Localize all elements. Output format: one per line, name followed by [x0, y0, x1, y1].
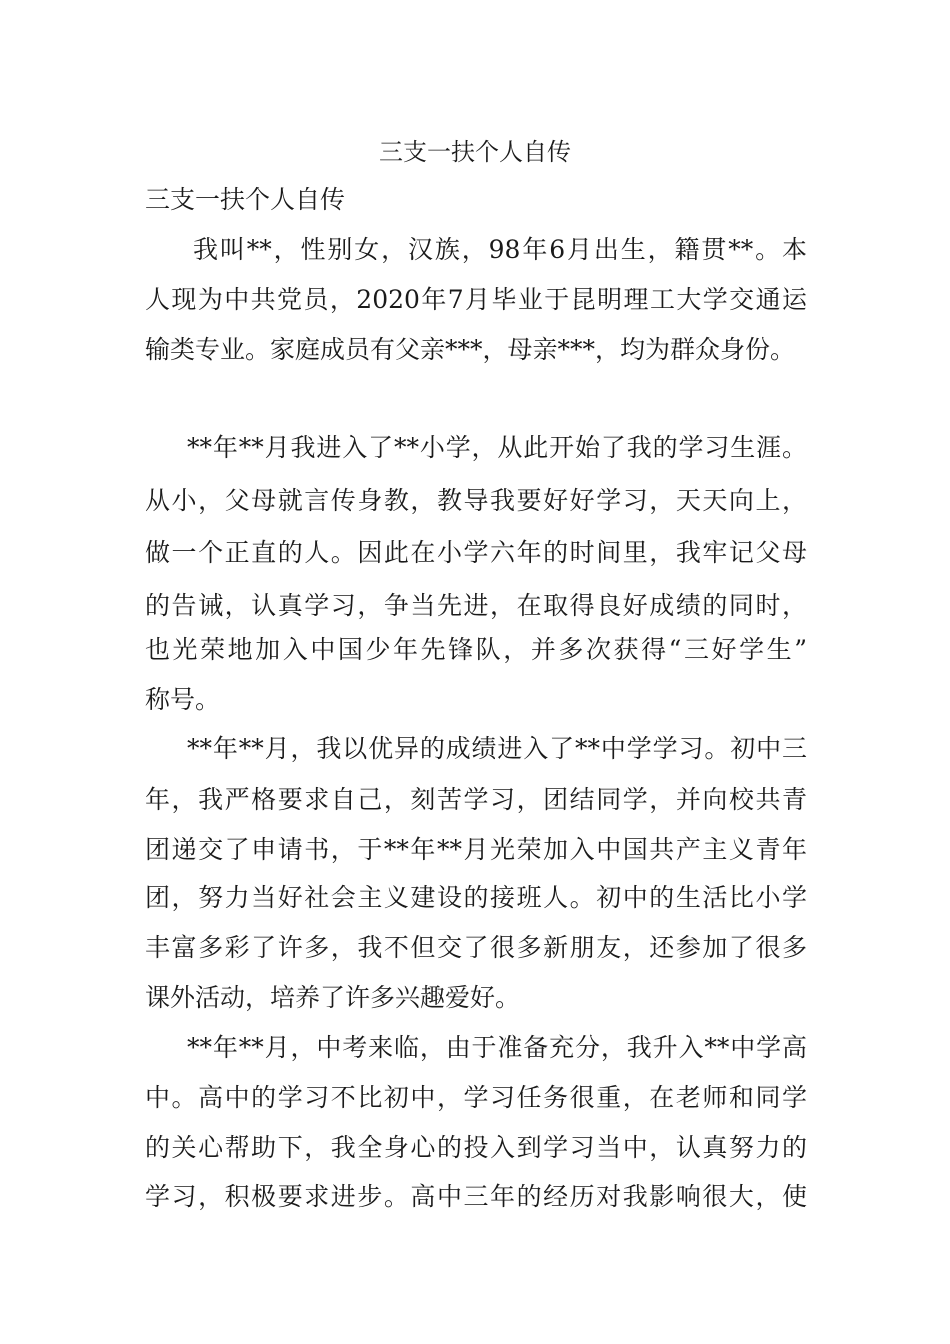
text-line: 也光荣地加入中国少年先锋队，并多次获得“三好学生”	[145, 635, 807, 664]
text-line: 人现为中共党员，2020年7月毕业于昆明理工大学交通运	[145, 285, 807, 314]
text-line: 团递交了申请书，于**年**月光荣加入中国共产主义青年	[145, 835, 807, 864]
text-line: 中。高中的学习不比初中，学习任务很重，在老师和同学	[145, 1083, 807, 1112]
text-line: 团，努力当好社会主义建设的接班人。初中的生活比小学	[145, 883, 807, 912]
text-line: 称号。	[145, 685, 221, 714]
text-line: 的关心帮助下，我全身心的投入到学习当中，认真努力的	[145, 1133, 807, 1162]
document-title: 三支一扶个人自传	[379, 138, 571, 166]
text-line: 年，我严格要求自己，刻苦学习，团结同学，并向校共青	[145, 785, 807, 814]
text-line: **年**月，我以优异的成绩进入了**中学学习。初中三	[187, 734, 807, 763]
text-line: 的告诫，认真学习，争当先进，在取得良好成绩的同时，	[145, 591, 807, 620]
text-line: 从小，父母就言传身教，教导我要好好学习，天天向上，	[145, 486, 807, 515]
document-subtitle: 三支一扶个人自传	[145, 185, 346, 214]
text-line: 输类专业。家庭成员有父亲***，母亲***，均为群众身份。	[145, 335, 796, 364]
text-line: 我叫**，性别女，汉族，98年6月出生，籍贯**。本	[193, 235, 807, 264]
text-line: **年**月我进入了**小学，从此开始了我的学习生涯。	[187, 433, 807, 462]
text-line: 课外活动，培养了许多兴趣爱好。	[145, 983, 521, 1012]
text-line: 学习，积极要求进步。高中三年的经历对我影响很大，使	[145, 1182, 807, 1211]
text-line: **年**月，中考来临，由于准备充分，我升入**中学高	[187, 1033, 807, 1062]
text-line: 丰富多彩了许多，我不但交了很多新朋友，还参加了很多	[145, 933, 807, 962]
text-line: 做一个正直的人。因此在小学六年的时间里，我牢记父母	[145, 538, 807, 567]
